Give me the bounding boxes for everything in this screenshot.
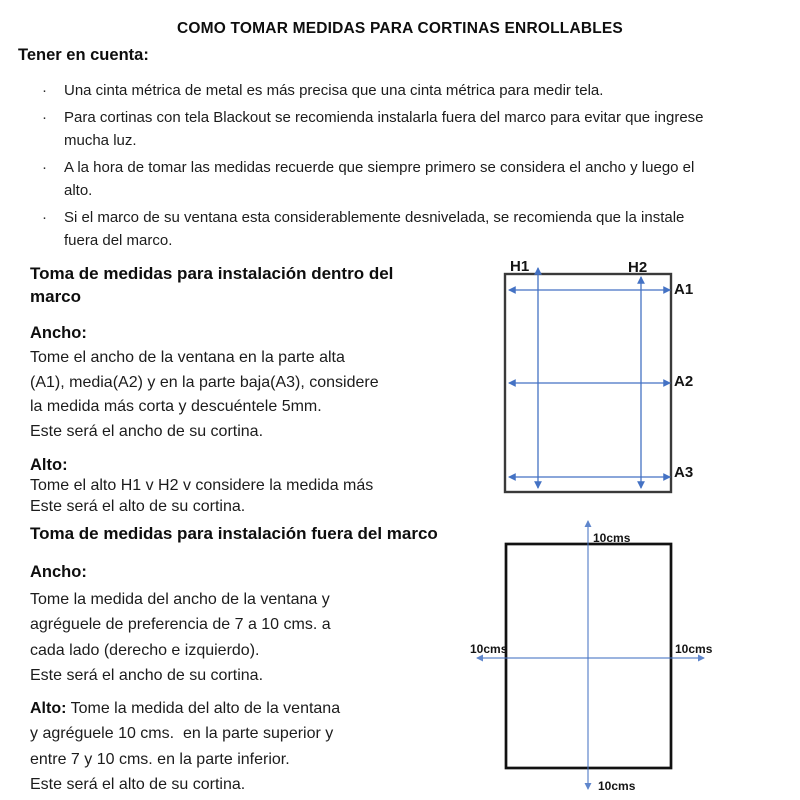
section-outside-frame [30, 522, 482, 797]
outside-measure-diagram [460, 510, 720, 800]
bullet-text [64, 156, 786, 202]
bullet-line: mucha luz. [64, 132, 137, 149]
bullet-line: fuera del marco. [64, 232, 173, 249]
body-line: y agréguele 10 cms. en la parte superior y [30, 725, 334, 743]
body-line: cada lado (derecho e izquierdo). [30, 641, 260, 659]
a3-label: A3 [674, 464, 694, 481]
body-line: Tome el ancho de la ventana en la parte alta [30, 349, 345, 366]
outside-ancho-paragraph [30, 587, 482, 688]
inside-ancho-label: Ancho: [30, 324, 87, 342]
top-10cms-label: 10cms [593, 531, 631, 545]
h2-label: H2 [628, 259, 648, 276]
inside-alto-paragraph [30, 476, 470, 517]
body-line: Tome la medida del ancho de la ventana y [30, 591, 330, 608]
left-10cms-label: 10cms [470, 642, 508, 656]
outside-alto-label: Alto: [30, 700, 67, 718]
bullet-dot: · [42, 109, 47, 126]
body-line: Este será el alto de su cortina. [30, 776, 246, 794]
list-item [42, 156, 786, 202]
bullet-dot: · [42, 209, 47, 226]
bullet-line: Si el marco de su ventana esta considerablemente desnivelada, se recomienda que la instale [64, 209, 685, 226]
body-line: Este será el ancho de su cortina. [30, 422, 264, 440]
bullet-text [64, 106, 786, 152]
bullet-dot: · [42, 82, 47, 99]
list-item [42, 79, 786, 102]
inside-alto-label: Alto: [30, 456, 68, 474]
heading-line: marco [30, 287, 82, 306]
bullet-dot: · [42, 159, 47, 176]
body-line-text: Tome la medida del alto de la ventana [70, 700, 341, 718]
note-heading: Tener en cuenta: [18, 46, 149, 64]
outside-alto-paragraph [30, 696, 482, 797]
bullet-line: Para cortinas con tela Blackout se recomienda instalarla fuera del marco para evitar que ingrese [64, 109, 704, 126]
outside-ancho-label: Ancho: [30, 563, 87, 581]
bullet-line: alto. [64, 182, 93, 199]
page-title: COMO TOMAR MEDIDAS PARA CORTINAS ENROLLABLES [177, 20, 623, 37]
bullet-text [64, 206, 786, 252]
bullet-text [64, 79, 786, 102]
h1-label: H1 [510, 258, 530, 275]
section-heading-inside [30, 262, 470, 308]
body-line: Tome el alto H1 v H2 v considere la medida más [30, 477, 374, 494]
body-line: agréguele de preferencia de 7 a 10 cms. a [30, 616, 331, 634]
body-line [30, 696, 482, 721]
bullet-list [42, 79, 786, 256]
inside-ancho-paragraph [30, 346, 470, 444]
heading-line: Toma de medidas para instalación dentro del [30, 264, 394, 283]
body-line: Este será el ancho de su cortina. [30, 666, 264, 684]
section-inside-frame [30, 262, 470, 517]
bullet-line: Una cinta métrica de metal es más precisa que una cinta métrica para medir tela. [64, 82, 604, 99]
right-10cms-label: 10cms [675, 642, 713, 656]
inside-measure-diagram [460, 250, 800, 500]
body-line: Este será el alto de su cortina. [30, 497, 246, 515]
body-line: (A1), media(A2) y en la parte baja(A3), considere [30, 373, 379, 391]
body-line: entre 7 y 10 cms. en la parte inferior. [30, 750, 290, 768]
list-item [42, 106, 786, 152]
section-heading-outside: Toma de medidas para instalación fuera del marco [30, 524, 438, 543]
bullet-line: A la hora de tomar las medidas recuerde que siempre primero se considera el ancho y luego el [64, 159, 695, 176]
body-line: la medida más corta y descuéntele 5mm. [30, 398, 322, 415]
bottom-10cms-label: 10cms [598, 779, 636, 793]
list-item [42, 206, 786, 252]
a2-label: A2 [674, 373, 694, 390]
a1-label: A1 [674, 281, 694, 298]
